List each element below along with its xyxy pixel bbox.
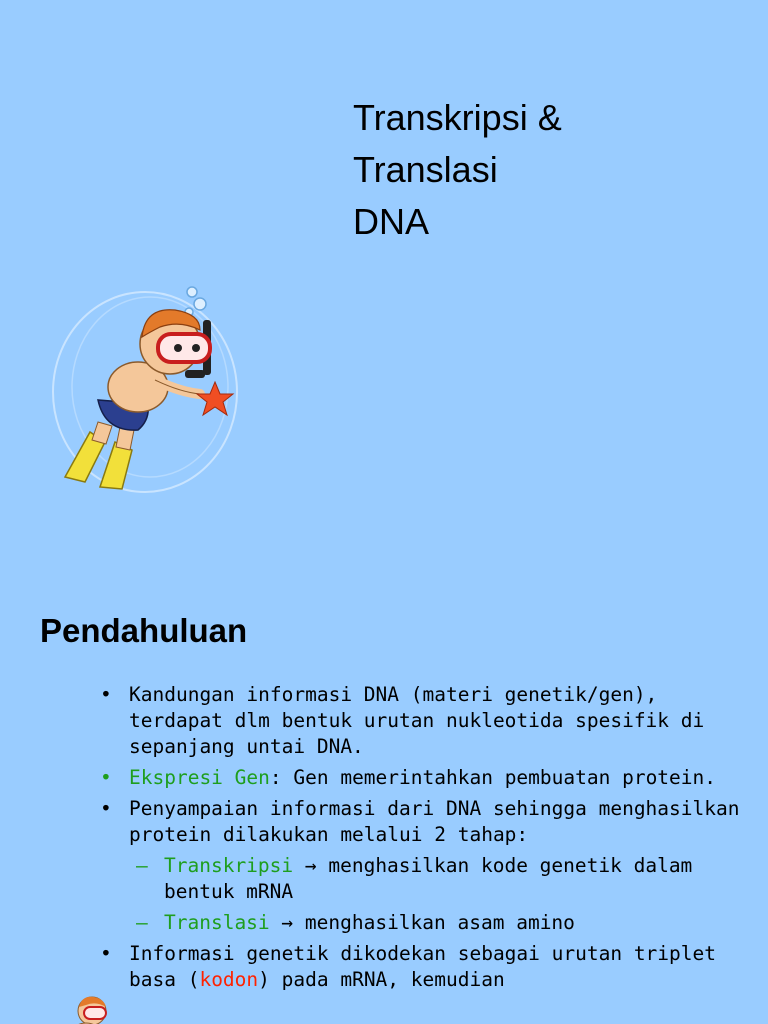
bullet-item-2 [100,765,740,791]
term-ekspresi-gen: Ekspresi Gen [129,766,270,789]
bullet-glyph: • [100,766,112,789]
bullet-list [100,682,740,998]
bullet-glyph: • [100,797,112,820]
dash-glyph: – [136,911,148,934]
bullet-glyph: • [100,942,112,965]
bullet-item-4 [100,941,740,993]
sub-bullet-text: → menghasilkan kode genetik dalam bentuk mRNA [164,854,693,903]
title-line-2: Translasi [353,149,498,190]
bullet-text: Penyampaian informasi dari DNA sehingga menghasilkan protein dilakukan melalui 2 tahap: [129,797,740,846]
title-line-1: Transkripsi & [353,97,562,138]
snorkel-diver-illustration [50,282,250,497]
sub-bullet-text: → menghasilkan asam amino [269,911,575,934]
term-kodon: kodon [199,968,259,991]
term-translasi: Translasi [164,911,270,934]
bullet-item-1 [100,682,740,760]
slide-title [353,92,562,248]
title-line-3: DNA [353,201,430,242]
bullet-glyph: • [100,683,112,706]
bullet-text-after: ) pada mRNA, kemudian [258,968,505,991]
bullet-text: Kandungan informasi DNA (materi genetik/gen), terdapat dlm bentuk urutan nukleotida spesifik di sepanjang untai DNA. [129,683,705,758]
bullet-item-3 [100,796,740,848]
dash-glyph: – [136,854,148,877]
intro-slide [0,576,768,1024]
bullet-text: : Gen memerintahkan pembuatan protein. [269,766,717,789]
sub-bullet-translasi [100,910,740,936]
slide-heading: Pendahuluan [40,612,248,649]
small-diver-icon [64,991,112,1024]
bullet-text-before: Informasi genetik dikodekan sebagai urutan triplet basa ( [129,942,716,991]
sub-bullet-transkripsi [100,853,740,905]
term-transkripsi: Transkripsi [164,854,294,877]
